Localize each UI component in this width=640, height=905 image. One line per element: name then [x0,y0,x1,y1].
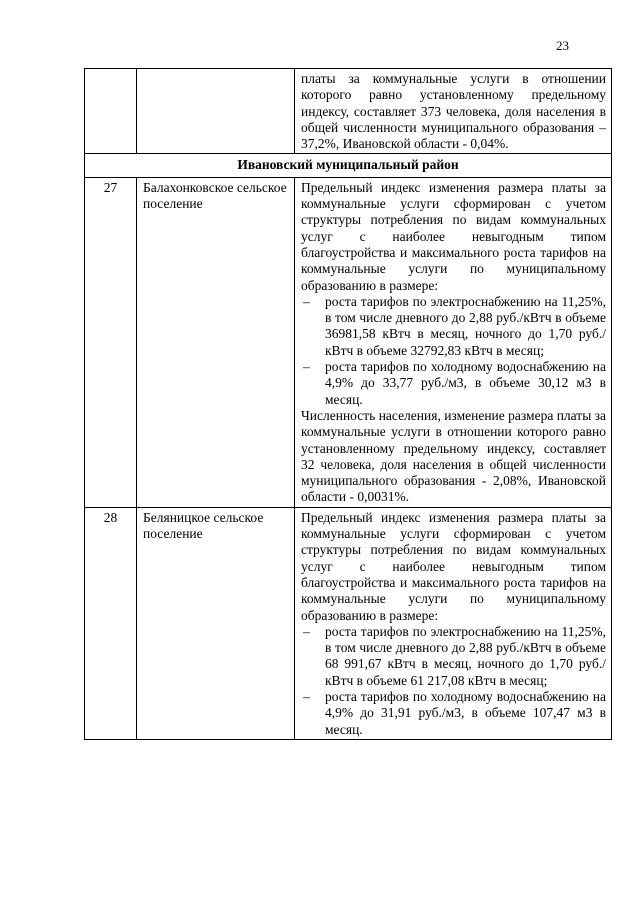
list-item-text: роста тарифов по холодному водоснабжению на 4,9% до 31,91 руб./м3, в объеме 107,47 м3 в месяц. [325,688,606,737]
section-title: Ивановский муниципальный район [85,154,612,177]
list-item-text: роста тарифов по холодному водоснабжению на 4,9% до 33,77 руб./м3, в объеме 30,12 м3 в месяц. [325,359,606,407]
continuation-text: платы за коммунальные услуги в отношении которого равно установленному предельному индексу, составляет 373 человека, доля населения в общей численности муниципального образования – 37,2%, Ивановской области - 0,04%. [301,71,606,152]
page-number: 23 [556,38,569,53]
dash-marker: – [303,359,310,375]
list-item-text: роста тарифов по электроснабжению на 11,25%, в том числе дневного до 2,88 руб./кВтч в объеме 36981,58 кВтч в месяц, ночного до 1,70 руб./кВтч в объеме 32792,83 кВтч в месяц; [325,293,606,358]
tariff-list [301,294,606,408]
dash-marker: – [303,688,310,704]
row-number: 28 [85,507,137,739]
description-cell [295,507,612,739]
section-header-row [85,154,612,177]
description-cell [295,69,612,154]
dash-marker: – [303,623,310,639]
description-outro: Численность населения, изменение размера платы за коммунальные услуги в отношении которого равно установленному предельному индексу, составляет 32 человека, доля населения в общей численности муниципального образования - 2,08%, Ивановской области - 0,0031%. [301,407,606,505]
list-item [301,294,606,359]
dash-marker: – [303,293,310,309]
settlement-name: Балахонковское сельское поселение [137,177,295,507]
description-cell [295,177,612,507]
description-intro: Предельный индекс изменения размера платы за коммунальные услуги сформирован с учетом структуры потребления по видам коммунальных услуг с наиболее невыгодным типом благоустройства и максимального роста тарифов на коммунальные услуги по муниципальному образованию в размере: [301,509,606,623]
tariff-table [84,68,612,740]
table-row [85,507,612,739]
settlement-name: Беляницкое сельское поселение [137,507,295,739]
list-item [301,689,606,738]
name-cell [137,69,295,154]
tariff-list [301,624,606,738]
number-cell [85,69,137,154]
list-item [301,359,606,408]
table-row-continuation [85,69,612,154]
row-number: 27 [85,177,137,507]
table-row [85,177,612,507]
description-intro: Предельный индекс изменения размера платы за коммунальные услуги сформирован с учетом структуры потребления по видам коммунальных услуг с наиболее невыгодным типом благоустройства и максимального роста тарифов на коммунальные услуги по муниципальному образованию в размере: [301,179,606,293]
list-item-text: роста тарифов по электроснабжению на 11,25%, в том числе дневного до 2,88 руб./кВтч в объеме 68 991,67 кВтч в месяц, ночного до 1,70 руб./кВтч в объеме 61 217,08 кВтч в месяц; [325,623,606,688]
list-item [301,624,606,689]
